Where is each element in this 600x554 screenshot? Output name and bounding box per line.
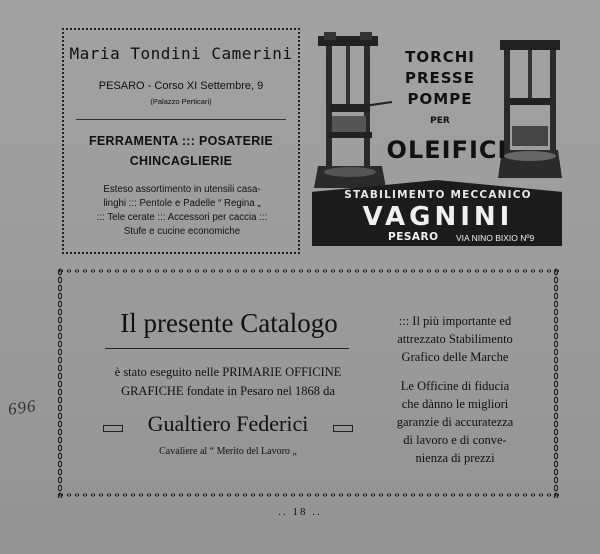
chain-border-top: [57, 268, 559, 274]
shop-address: PESARO - Corso XI Settembre, 9: [98, 80, 264, 92]
vagnini-per: PER: [430, 116, 450, 126]
vagnini-street: VIA NINO BIXIO Nº9: [456, 233, 535, 243]
shop-name: Maria Tondini Camerini: [69, 44, 293, 63]
chain-border-right: [553, 268, 559, 498]
shop-description-line: Stufe e cucine economiche: [123, 226, 241, 237]
vagnini-presse: PRESSE: [405, 69, 475, 87]
dash-ornament-left: [103, 425, 123, 432]
vagnini-city: PESARO: [388, 231, 439, 243]
side-text-line: che dànno le migliori: [401, 397, 509, 411]
press-machine-right-illustration: [498, 38, 564, 188]
chain-border-left: [57, 268, 63, 498]
press-machine-left-illustration: [314, 32, 394, 192]
vagnini-pompe: POMPE: [407, 90, 473, 108]
chain-border-bottom: [57, 492, 559, 498]
dash-ornament-right: [333, 425, 353, 432]
vagnini-oleifici: OLEIFICI: [386, 136, 508, 164]
catalog-title: Il presente Catalogo: [120, 308, 338, 338]
side-text-line: Grafico delle Marche: [401, 350, 509, 364]
vagnini-torchi: TORCHI: [405, 48, 475, 66]
side-text-line: di lavoro e di conve-: [403, 433, 507, 447]
catalog-title-underline: [105, 348, 349, 349]
page-number: .. 18 ..: [278, 506, 322, 518]
catalog-paragraph: [97, 363, 359, 401]
catalog-side-text: [375, 312, 535, 467]
printer-name: Gualtiero Federici: [147, 411, 309, 436]
side-text-line: nienza di prezzi: [415, 451, 495, 465]
printer-name-row: [103, 411, 353, 445]
side-text-line: garanzie di accuratezza: [396, 415, 514, 429]
vagnini-advertisement: [310, 30, 568, 252]
catalog-notice-box: [57, 268, 559, 498]
shop-description: [74, 183, 290, 239]
side-text-line: ::: Il più importante ed: [398, 314, 512, 328]
vagnini-name: VAGNINI: [362, 202, 514, 232]
printer-honor: Cavaliere al “ Merito del Lavoro „: [159, 446, 297, 457]
shop-divider: [76, 119, 286, 120]
shop-category-line1: FERRAMENTA ::: POSATERIE: [88, 134, 274, 148]
side-text-line: attrezzato Stabilimento: [397, 332, 513, 346]
vagnini-stabilimento: STABILIMENTO MECCANICO: [344, 189, 532, 201]
shop-category-line2: CHINCAGLIERIE: [129, 154, 233, 168]
handwritten-margin-mark: 696: [6, 396, 38, 419]
catalog-paragraph-line: GRAFICHE fondate in Pesaro nel 1868 da: [121, 384, 335, 398]
side-text-line: Le Officine di fiducia: [400, 379, 510, 393]
shop-description-line: ::: Tele cerate ::: Accessori per caccia :::: [96, 212, 268, 223]
shop-description-line: linghi ::: Pentole e Padelle “ Regina „: [103, 198, 261, 209]
shop-advertisement: [62, 28, 300, 254]
catalog-paragraph-line: è stato eseguito nelle PRIMARIE OFFICINE: [114, 365, 342, 379]
shop-description-line: Esteso assortimento in utensili casa-: [103, 184, 261, 195]
shop-palazzo: (Palazzo Perticari): [150, 97, 212, 106]
